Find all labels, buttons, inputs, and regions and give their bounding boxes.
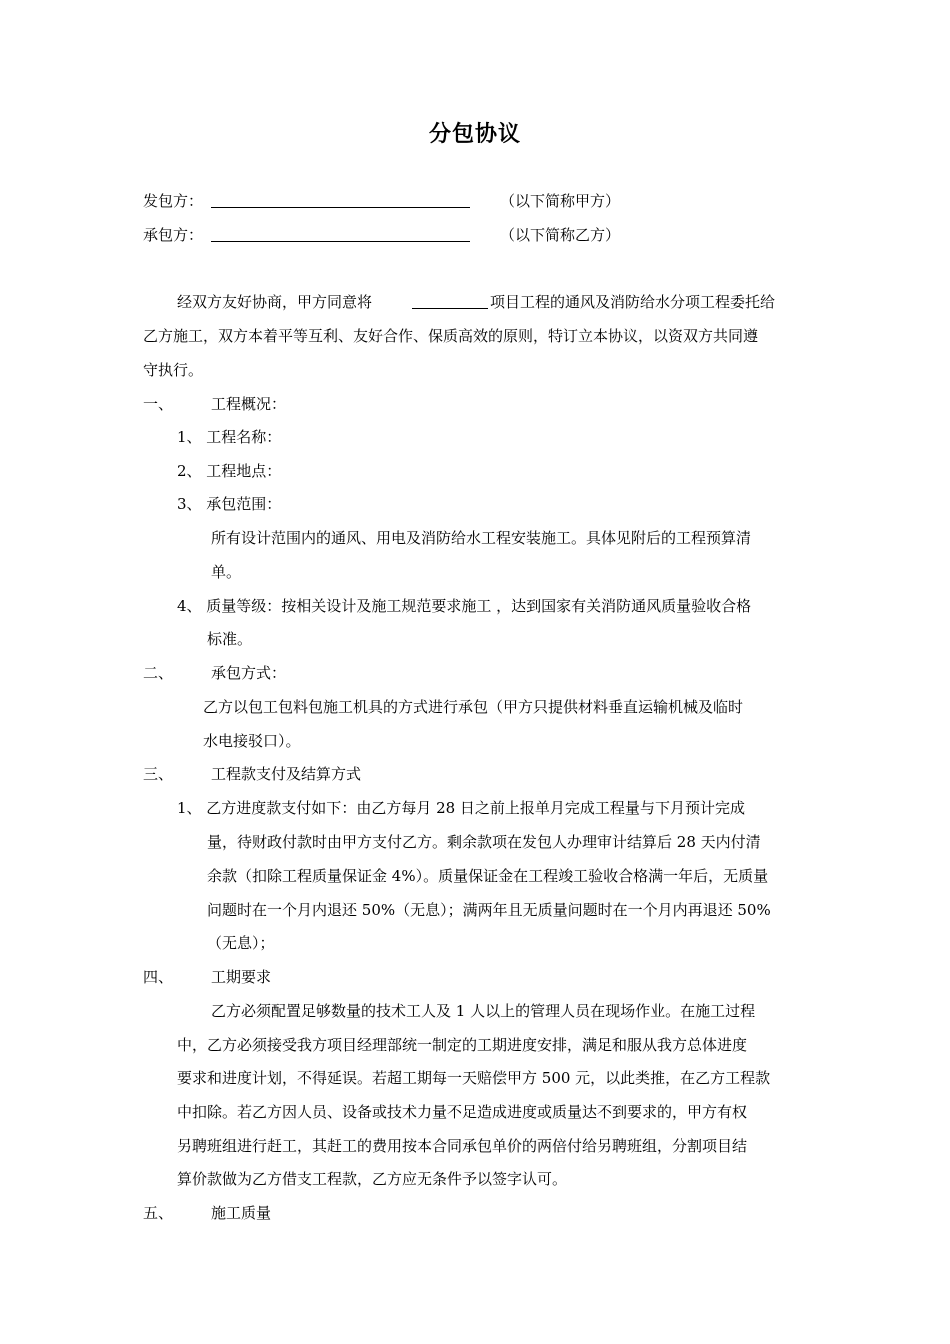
section3-text-line3: 余款（扣除工程质量保证金 4%）。质量保证金在工程竣工验收合格满一年后，无质量 [207,867,769,885]
section3-text-line4: 问题时在一个月内退还 50%（无息）；满两年且无质量问题时在一个月内再退还 50% [207,901,771,919]
section2-number: 二、 [143,664,174,682]
section1-item-quality-line2: 标准。 [207,630,253,648]
section4-text-line5: 另聘班组进行赶工，其赶工的费用按本合同承包单价的两倍付给另聘班组，分割项目结 [177,1137,748,1155]
section1-number: 一、 [143,395,174,413]
section4-number: 四、 [143,968,174,986]
section3-text-line5: （无息）； [207,934,275,952]
section3-heading: 工程款支付及结算方式 [211,765,362,783]
section2-text-line2: 水电接驳口）。 [203,732,301,750]
section1-item-quality-line1: 4、 质量等级：按相关设计及施工规范要求施工 ，达到国家有关消防通风质量验收合格 [177,597,752,615]
intro-text-part2: 项目工程的通风及消防给水分项工程委托给 [490,293,776,311]
contractor-note: （以下简称甲方） [500,192,621,210]
section5-number: 五、 [143,1204,174,1222]
scope-text-line1: 所有设计范围内的通风、用电及消防给水工程安装施工。具体见附后的工程预算清 [211,529,752,547]
scope-text-line2: 单。 [211,563,242,581]
section1-item-project-location: 2、 工程地点： [177,462,282,480]
section3-text-line1: 1、 乙方进度款支付如下：由乙方每月 28 日之前上报单月完成工程量与下月预计完成 [177,799,745,817]
section4-text-line3: 要求和进度计划，不得延误。若超工期每一天赔偿甲方 500 元，以此类推，在乙方工程款 [177,1069,771,1087]
section2-text-line1: 乙方以包工包料包施工机具的方式进行承包（甲方只提供材料垂直运输机械及临时 [203,698,744,716]
project-name-blank [412,308,488,309]
section4-text-line2: 中，乙方必须接受我方项目经理部统一制定的工期进度安排，满足和服从我方总体进度 [177,1036,748,1054]
section4-text-line6: 算价款做为乙方借支工程款，乙方应无条件予以签字认可。 [177,1170,568,1188]
intro-text-line2: 乙方施工，双方本着平等互利、友好合作、保质高效的原则，特订立本协议，以资双方共同遵 [143,327,759,345]
section1-item-project-name: 1、 工程名称： [177,428,282,446]
subcontractor-label: 承包方： [143,226,204,244]
section1-item-scope: 3、 承包范围： [177,495,282,513]
section3-text-line2: 量，待财政付款时由甲方支付乙方。剩余款项在发包人办理审计结算后 28 天内付清 [207,833,761,851]
intro-text-line3: 守执行。 [143,361,204,379]
section5-heading: 施工质量 [211,1204,272,1222]
section3-number: 三、 [143,765,174,783]
section1-heading: 工程概况： [211,395,287,413]
subcontractor-blank [211,241,470,242]
contractor-blank [211,207,470,208]
section4-text-line1: 乙方必须配置足够数量的技术工人及 1 人以上的管理人员在现场作业。在施工过程 [211,1002,756,1020]
document-title: 分包协议 [428,121,521,147]
section4-heading: 工期要求 [211,968,272,986]
contractor-label: 发包方： [143,192,204,210]
section2-heading: 承包方式： [211,664,287,682]
subcontractor-note: （以下简称乙方） [500,226,621,244]
intro-text-part1: 经双方友好协商，甲方同意将 [177,293,373,311]
section4-text-line4: 中扣除。若乙方因人员、设备或技术力量不足造成进度或质量达不到要求的，甲方有权 [177,1103,748,1121]
